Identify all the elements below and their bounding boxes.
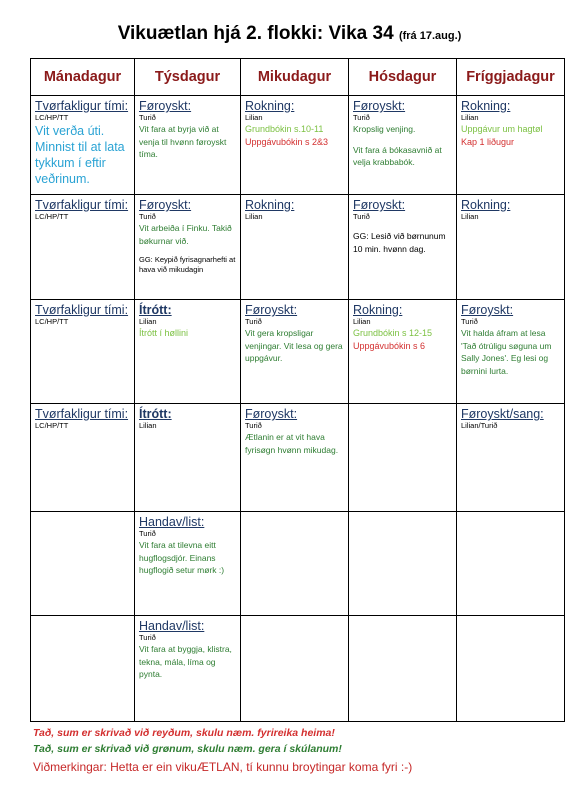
cell-wednesday (241, 616, 349, 722)
title-date: (frá 17.aug.) (398, 30, 462, 42)
subject-label: Føroyskt: (245, 407, 298, 421)
teacher-label: Lilian (245, 113, 263, 122)
cell-wednesday (241, 512, 349, 616)
teacher-label: Turið (139, 113, 156, 122)
subject-label: Føroyskt: (353, 99, 406, 113)
subject-label: Ítrótt: (139, 407, 172, 421)
subject-label: Handav/list: (139, 619, 205, 633)
schedule-table (30, 58, 565, 722)
cell-friday (457, 512, 565, 616)
title-text: Vikuætlan hjá 2. flokki: Vika 34 (117, 23, 394, 44)
note-text: Vit verða úti. Minnist til at lata tykkum í eftir veðrinum. (35, 124, 125, 186)
cell-wednesday (241, 404, 349, 512)
table-row (31, 96, 565, 195)
note-text: Ætlanin er at vit hava fyrisøgn hvønn mikudag. (245, 432, 339, 455)
day-header-monday: Mánadagur (31, 59, 135, 96)
footer-remarks: Viðmerkingar: Hetta er ein vikuÆTLAN, tí kunnu broytingar koma fyri :-) (33, 760, 413, 774)
subject-label: Føroyskt/sang: (461, 407, 544, 421)
teacher-label: Lilian (139, 421, 157, 430)
cell-tuesday (135, 96, 241, 195)
teacher-label: Turið (353, 113, 370, 122)
table-row (31, 300, 565, 404)
teacher-label: Turið (461, 317, 478, 326)
cell-tuesday (135, 404, 241, 512)
cell-wednesday (241, 195, 349, 300)
footer-green-legend: Tað, sum er skrivað við grønum, skulu næm. gera í skúlanum! (33, 743, 342, 755)
note-text: Vit fara at tilevna eitt hugflogsdjór. Einans hugflogið setur mørk :) (139, 540, 225, 575)
cell-tuesday (135, 195, 241, 300)
cell-friday (457, 404, 565, 512)
day-header-thursday: Hósdagur (349, 59, 457, 96)
teacher-label: Turið (353, 212, 370, 221)
teacher-label: Turið (245, 421, 262, 430)
day-header-row (31, 59, 565, 96)
teacher-label: Lilian (245, 212, 263, 221)
subject-label: Rokning: (245, 99, 295, 113)
note-text: Vit fara at byggja, klistra, tekna, mála, líma og pynta. (139, 644, 232, 679)
footer-red-legend: Tað, sum er skrivað við reyðum, skulu næm. fyrireika heima! (33, 727, 335, 739)
teacher-label: Turið (139, 529, 156, 538)
subject-label: Tvørfakligur tími: (35, 99, 129, 113)
homework-text: Uppgávubókin s 6 (353, 341, 426, 351)
note-text: Vit halda áfram at lesa 'Tað ótrúligu søguna um Sally Jones'. Eg lesi og børnini lurta. (461, 328, 552, 376)
subject-label: Føroyskt: (139, 198, 192, 212)
teacher-label: LC/HP/TT (35, 317, 69, 326)
page-title (0, 22, 579, 48)
day-header-wednesday: Mikudagur (241, 59, 349, 96)
parent-note-text: GG: Keypið fyrisagnarhefti at hava við mikudagin (139, 255, 236, 274)
cell-monday (31, 616, 135, 722)
cell-thursday (349, 300, 457, 404)
subject-label: Tvørfakligur tími: (35, 303, 129, 317)
subject-label: Rokning: (461, 198, 511, 212)
cell-thursday (349, 96, 457, 195)
note-text: Vit arbeiða í Finku. Takið bøkurnar við. (139, 223, 232, 246)
cell-tuesday (135, 300, 241, 404)
teacher-label: Lilian (139, 317, 157, 326)
subject-label: Føroyskt: (461, 303, 514, 317)
teacher-label: LC/HP/TT (35, 212, 69, 221)
subject-label: Føroyskt: (353, 198, 406, 212)
note-text: Ítrótt í høllini (139, 328, 189, 338)
teacher-label: Turið (245, 317, 262, 326)
cell-thursday (349, 404, 457, 512)
cell-friday (457, 300, 565, 404)
subject-label: Tvørfakligur tími: (35, 198, 129, 212)
note-text: Grundbókin s.10-11 (245, 124, 324, 134)
cell-monday (31, 300, 135, 404)
cell-wednesday (241, 96, 349, 195)
cell-friday (457, 616, 565, 722)
cell-thursday (349, 616, 457, 722)
table-row (31, 195, 565, 300)
teacher-label: Lilian (461, 113, 479, 122)
teacher-label: Lilian/Turið (461, 421, 498, 430)
homework-text: Uppgávubókin s 2&3 (245, 137, 329, 147)
cell-wednesday (241, 300, 349, 404)
note-text: Vit gera kropsligar venjingar. Vit lesa og gera uppgávur. (245, 328, 343, 363)
homework-text: Kap 1 liðugur (461, 137, 515, 147)
note-text: Kropslig venjing. (353, 124, 416, 134)
note-text: Uppgávur um hagtøl (461, 124, 543, 134)
cell-tuesday (135, 512, 241, 616)
parent-note-text: GG: Lesið við børnunum 10 min. hvønn dag. (353, 231, 446, 254)
teacher-label: Turið (139, 212, 156, 221)
cell-friday (457, 96, 565, 195)
subject-label: Føroyskt: (139, 99, 192, 113)
day-header-friday: Fríggjadagur (457, 59, 565, 96)
cell-monday (31, 404, 135, 512)
subject-label: Føroyskt: (245, 303, 298, 317)
teacher-label: LC/HP/TT (35, 421, 69, 430)
subject-label: Rokning: (353, 303, 403, 317)
note-text-2: Vit fara á bókasavnið at velja krabbabók. (353, 144, 442, 167)
subject-label: Rokning: (245, 198, 295, 212)
subject-label: Ítrótt: (139, 303, 172, 317)
teacher-label: Lilian (461, 212, 479, 221)
cell-tuesday (135, 616, 241, 722)
note-text: Vit fara at byrja við at venja til hvønn føroyskt tíma. (139, 124, 227, 159)
cell-thursday (349, 195, 457, 300)
cell-thursday (349, 512, 457, 616)
day-header-tuesday: Týsdagur (135, 59, 241, 96)
table-row (31, 512, 565, 616)
teacher-label: Lilian (353, 317, 371, 326)
subject-label: Tvørfakligur tími: (35, 407, 129, 421)
teacher-label: LC/HP/TT (35, 113, 69, 122)
teacher-label: Turið (139, 633, 156, 642)
subject-label: Rokning: (461, 99, 511, 113)
cell-monday (31, 195, 135, 300)
cell-monday (31, 96, 135, 195)
note-text: Grundbókin s 12-15 (353, 328, 433, 338)
table-row (31, 404, 565, 512)
subject-label: Handav/list: (139, 515, 205, 529)
cell-friday (457, 195, 565, 300)
table-row (31, 616, 565, 722)
cell-monday (31, 512, 135, 616)
